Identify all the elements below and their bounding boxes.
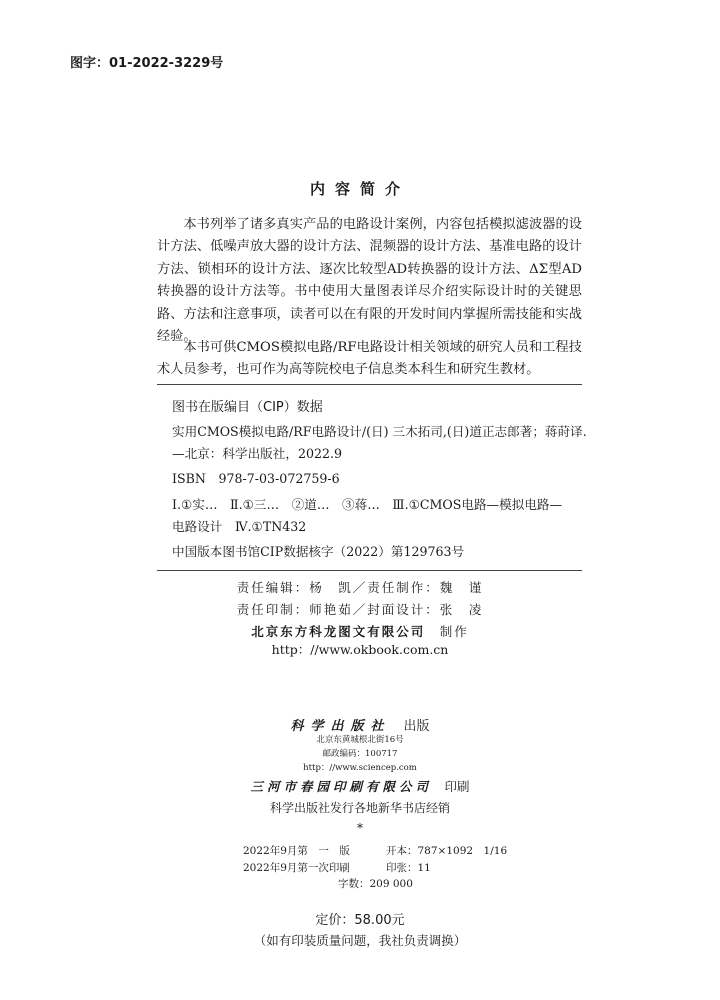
quality-notice: （如有印装质量问题，我社负责调换）	[253, 933, 467, 948]
divider-top	[157, 384, 582, 385]
intro-paragraph-2: 本书可供CMOS模拟电路/RF电路设计相关领域的研究人员和工程技术人员参考，也可作为高等院校电子信息类本科生和研究生教材。	[157, 340, 582, 378]
intro-paragraph-1: 本书列举了诸多真实产品的电路设计案例，内容包括模拟滤波器的设计方法、低噪声放大器的设计方法、混频器的设计方法、基准电路的设计方法、锁相环的设计方法、逐次比较型AD转换器的设计方法、ΔΣ型AD转换器的设计方法等。书中使用大量图表详尽介绍实际设计时的关键思路、方法和注意事项，读者可以在有限的开发时间内掌握所需技能和实战经验。	[157, 217, 582, 345]
cip-title-line: 实用CMOS模拟电路/RF电路设计/(日) 三木拓司,(日)道正志郎著；蒋莳译.	[172, 424, 587, 439]
cip-publication-line: —北京：科学出版社，2022.9	[172, 446, 343, 461]
cip-classification-line: 电路设计 Ⅳ.①TN432	[172, 519, 307, 534]
divider-bottom	[157, 570, 582, 571]
producer-url: http：//www.okbook.com.cn	[271, 642, 449, 657]
printer-line	[0, 777, 720, 795]
producer-credit	[0, 622, 720, 640]
cip-subject-line: Ⅰ.①实… Ⅱ.①三… ②道… ③蒋… Ⅲ.①CMOS电路—模拟电路—	[172, 497, 563, 512]
publisher-name: 科学出版社	[290, 719, 391, 734]
sheet-count: 印张：11	[386, 862, 431, 874]
producer-name: 北京东方科龙图文有限公司	[251, 624, 426, 639]
printing-date: 2022年9月第一次印刷	[243, 862, 350, 874]
editor-credit: 责任编辑：杨 凯／责任制作：魏 谨	[236, 580, 484, 595]
publisher-website: http：//www.sciencep.com	[303, 763, 417, 773]
price: 定价：58.00元	[315, 913, 405, 928]
edition-date: 2022年9月第 一 版	[243, 845, 350, 857]
intro-title: 内容简介	[309, 180, 410, 198]
distributor-line: 科学出版社发行各地新华书店经销	[269, 801, 450, 815]
publisher-suffix: 出版	[390, 719, 430, 734]
permit-number: 图字：01-2022-3229号	[70, 56, 224, 71]
word-count: 字数：209 000	[338, 878, 413, 890]
publisher-line	[0, 715, 720, 734]
printing-credit: 责任印制：师艳茹／封面设计：张 凌	[236, 602, 484, 617]
format-size: 开本：787×1092 1/16	[386, 845, 508, 857]
printer-suffix: 印刷	[432, 779, 470, 794]
cip-heading: 图书在版编目（CIP）数据	[172, 400, 323, 415]
cip-check-number: 中国版本图书馆CIP数据核字（2022）第129763号	[172, 544, 465, 559]
printer-name: 三河市春园印刷有限公司	[250, 779, 432, 794]
publisher-postcode: 邮政编码：100717	[322, 749, 398, 759]
cip-isbn: ISBN 978-7-03-072759-6	[172, 471, 340, 486]
publisher-address: 北京东黄城根北街16号	[316, 735, 404, 745]
separator-star: *	[357, 821, 363, 835]
producer-suffix: 制作	[425, 624, 469, 639]
